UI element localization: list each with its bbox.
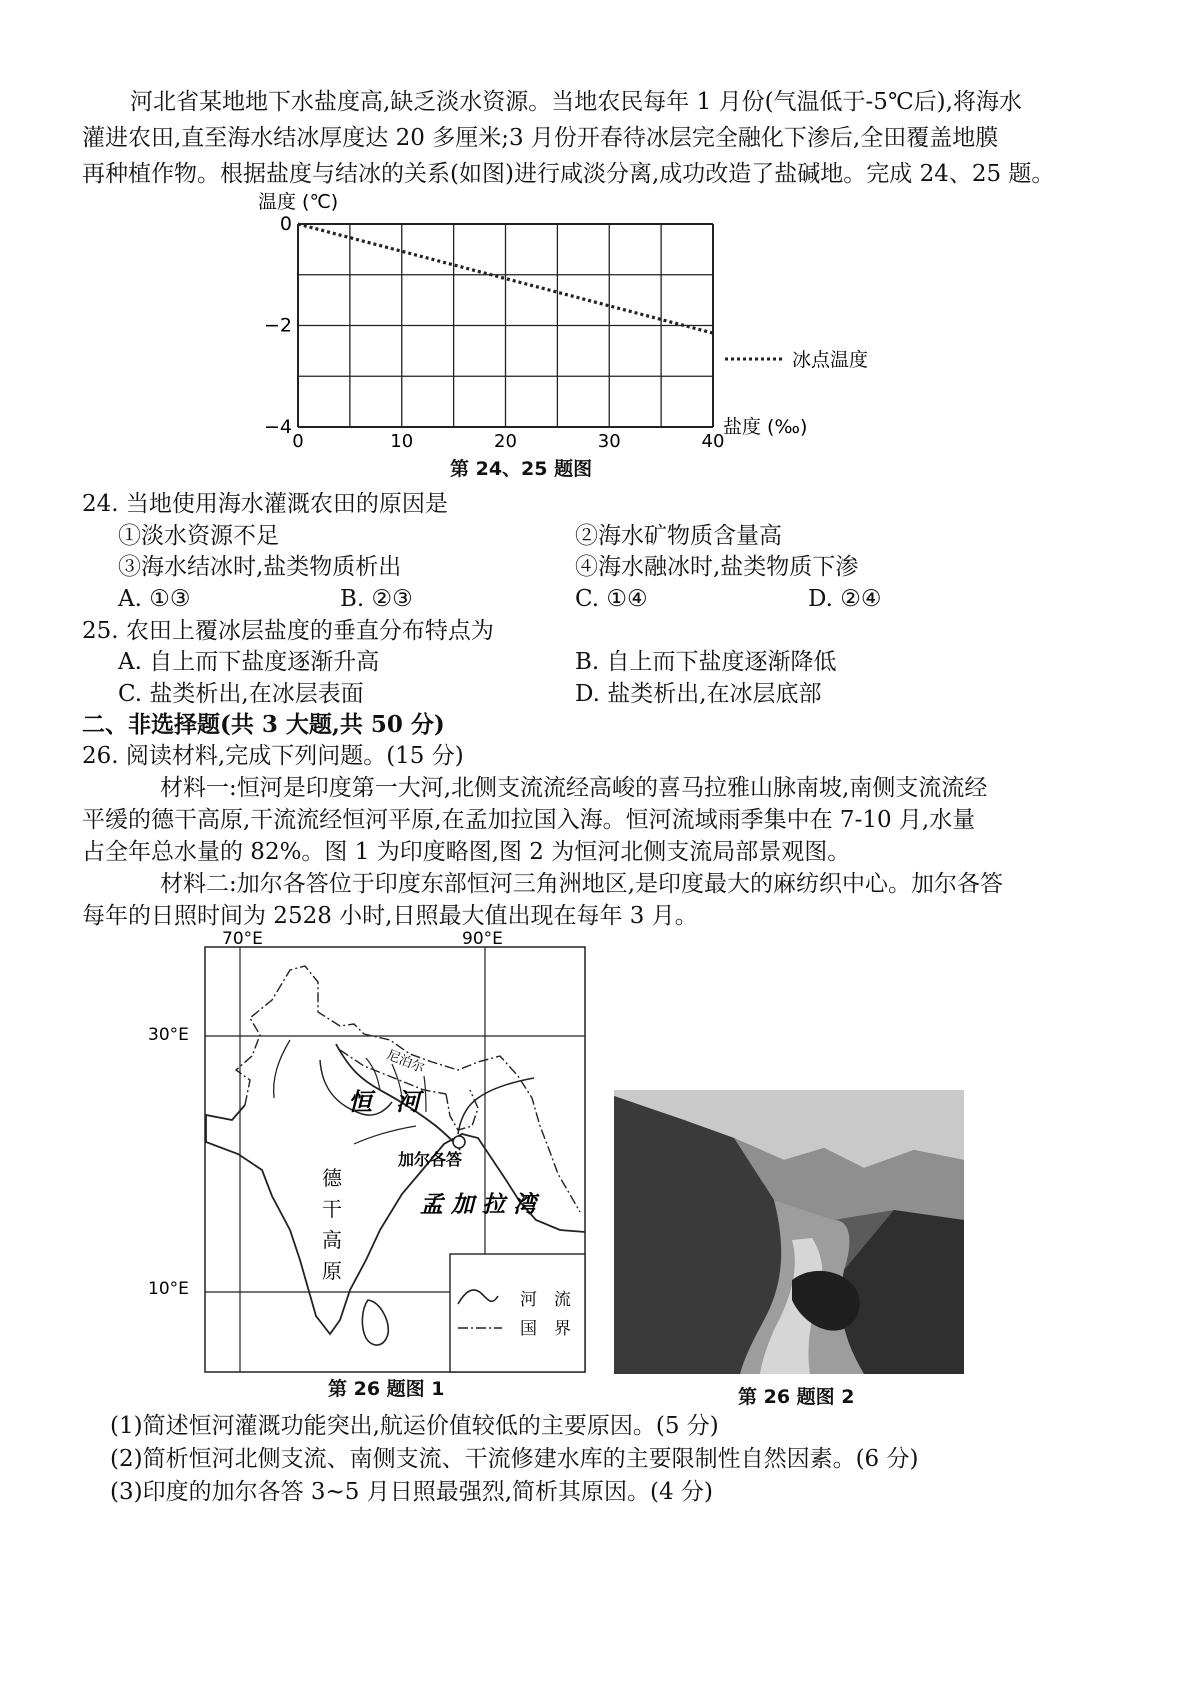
bangladesh-border (446, 1090, 478, 1130)
label-30-lat: 30°E (148, 1025, 189, 1045)
y-tick-label: −2 (263, 314, 292, 337)
legend-border-label: 国 界 (520, 1319, 571, 1339)
photo-caption: 第 26 题图 2 (738, 1386, 855, 1408)
map-legend (450, 1254, 585, 1372)
q24-statement-4: ④海水融冰时,盐类物质下渗 (575, 554, 859, 580)
label-90e: 90°E (462, 930, 503, 949)
q24-option-a: A. ①③ (118, 586, 191, 612)
q24-statement-1: ①淡水资源不足 (118, 523, 279, 549)
label-kolkata: 加尔各答 (398, 1150, 463, 1169)
label-bay-of-bengal: 孟 加 拉 湾 (420, 1192, 537, 1218)
q26-material2-line1: 材料二:加尔各答位于印度东部恒河三角洲地区,是印度最大的麻纺织中心。加尔各答 (160, 871, 1004, 897)
q25-option-c: C. 盐类析出,在冰层表面 (118, 681, 364, 707)
salinity-freezing-chart (240, 186, 940, 486)
x-tick-label: 20 (494, 431, 517, 452)
south-tributary (354, 1126, 416, 1144)
q26-material2-line2: 每年的日照时间为 2528 小时,日照最大值出现在每年 3 月。 (82, 903, 698, 929)
brahmaputra-river (458, 1078, 534, 1134)
label-70e: 70°E (222, 930, 263, 949)
q25-option-a: A. 自上而下盐度逐渐升高 (118, 649, 380, 675)
intro-line-1: 河北省某地地下水盐度高,缺乏淡水资源。当地农民每年 1 月份(气温低于-5℃后),将海水 (130, 89, 1022, 115)
chart-grid (298, 224, 713, 427)
q24-option-b: B. ②③ (340, 586, 413, 612)
q24-statement-2: ②海水矿物质含量高 (575, 523, 782, 549)
q25-stem: 25. 农田上覆冰层盐度的垂直分布特点为 (82, 618, 494, 644)
label-deccan-3: 高 (322, 1228, 342, 1252)
y-tick-label: 0 (279, 213, 292, 235)
intro-line-2: 灌进农田,直至海水结冰厚度达 20 多厘米;3 月份开春待冰层完全融化下渗后,全田覆盖地膜 (82, 125, 999, 151)
q25-option-b: B. 自上而下盐度逐渐降低 (575, 649, 837, 675)
river-valley-photo (614, 1090, 964, 1374)
label-nepal: 尼泊尔 (384, 1047, 427, 1077)
india-map (140, 930, 650, 1400)
x-tick-label: 10 (390, 431, 414, 452)
q24-stem: 24. 当地使用海水灌溉农田的原因是 (82, 491, 448, 517)
kolkata-marker (453, 1136, 465, 1148)
section-heading: 二、非选择题(共 3 大题,共 50 分) (82, 711, 445, 738)
x-tick-label: 30 (597, 431, 621, 452)
q26-stem: 26. 阅读材料,完成下列问题。(15 分) (82, 743, 464, 769)
x-tick-label: 40 (701, 431, 725, 452)
chart-caption: 第 24、25 题图 (450, 458, 593, 480)
label-10-lat: 10°E (148, 1279, 189, 1299)
y-tick-label: −4 (263, 416, 292, 438)
label-deccan-2: 干 (322, 1197, 342, 1221)
q26-material1-line2: 平缓的德干高原,干流流经恒河平原,在孟加拉国入海。恒河流域雨季集中在 7-10 月,水量 (82, 807, 976, 833)
map-caption: 第 26 题图 1 (328, 1378, 445, 1400)
label-deccan-1: 德 (322, 1166, 342, 1190)
north-tributary-3 (424, 1076, 426, 1112)
q26-sub-question-1: (1)简述恒河灌溉功能突出,航运价值较低的主要原因。(5 分) (110, 1413, 719, 1439)
label-deccan-4: 原 (322, 1259, 342, 1283)
label-ganges: 恒 河 (348, 1088, 420, 1116)
q26-sub-question-2: (2)简析恒河北侧支流、南侧支流、干流修建水库的主要限制性自然因素。(6 分) (110, 1446, 919, 1472)
x-tick-label: 0 (292, 431, 304, 452)
chart-ylabel: 温度 (℃) (258, 191, 339, 213)
q24-option-c: C. ①④ (575, 586, 648, 612)
chart-xlabel: 盐度 (‰) (723, 416, 808, 438)
chart-ticks (264, 213, 724, 452)
legend-label: 冰点温度 (792, 349, 869, 371)
q25-option-d: D. 盐类析出,在冰层底部 (575, 681, 822, 707)
sri-lanka (362, 1300, 388, 1345)
indus-river (274, 1040, 290, 1098)
legend-river-label: 河 流 (520, 1290, 571, 1310)
q26-sub-question-3: (3)印度的加尔各答 3~5 月日照最强烈,简析其原因。(4 分) (110, 1479, 713, 1505)
q24-statement-3: ③海水结冰时,盐类物质析出 (118, 554, 402, 580)
q24-option-d: D. ②④ (808, 586, 882, 612)
q26-material1-line3: 占全年总水量的 82%。图 1 为印度略图,图 2 为恒河北侧支流局部景观图。 (82, 839, 851, 865)
intro-line-3: 再种植作物。根据盐度与结冰的关系(如图)进行咸淡分离,成功改造了盐碱地。完成 24、25 题。 (82, 161, 1055, 187)
q26-material1-line1: 材料一:恒河是印度第一大河,北侧支流流经高峻的喜马拉雅山脉南坡,南侧支流流经 (160, 775, 988, 801)
